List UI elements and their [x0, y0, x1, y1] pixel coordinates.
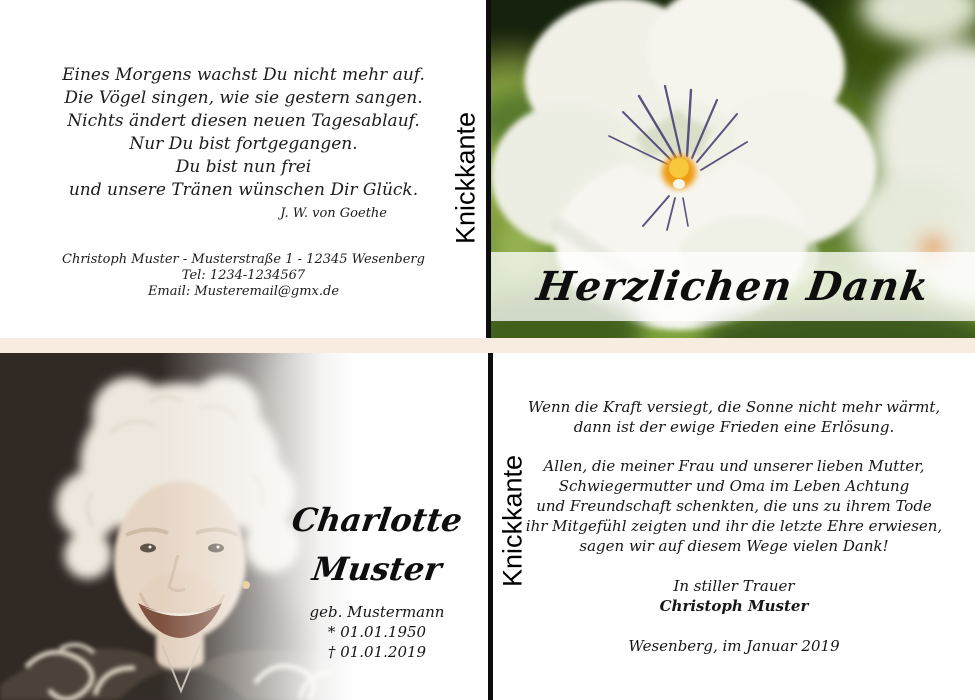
poem-line: Nichts ändert diesen neuen Tagesablauf.: [67, 111, 420, 131]
verse-line: dann ist der ewige Frieden eine Erlösung.: [573, 418, 895, 436]
deceased-first-name: Charlotte: [289, 501, 465, 539]
memorial-poem: [0, 64, 487, 223]
poem-line: und unsere Tränen wünschen Dir Glück.: [68, 180, 419, 200]
place-date: Wesenberg, im Januar 2019: [628, 637, 840, 655]
verse-block: [493, 397, 975, 437]
closing-block: [493, 576, 975, 616]
poem-line: Eines Morgens wachst Du nicht mehr auf.: [62, 65, 425, 85]
deceased-name-block: [270, 496, 484, 662]
birth-date: * 01.01.1950: [327, 623, 427, 641]
thanks-line: ihr Mitgefühl zeigten und ihr die letzte Ehre erwiesen,: [525, 517, 943, 535]
poem-line: Nur Du bist fortgegangen.: [129, 134, 358, 154]
fold-band-horizontal: [0, 338, 975, 353]
fold-label-top: Knickkante: [450, 111, 481, 245]
thanks-line: Allen, die meiner Frau und unserer lieben Mutter,: [543, 457, 925, 475]
thanks-line: Schwiegermutter und Oma im Leben Achtung: [558, 477, 910, 495]
panel-back: [0, 0, 487, 338]
panel-inner-left: [0, 353, 487, 700]
thanks-line: sagen wir auf diesem Wege vielen Dank!: [579, 537, 889, 555]
death-date: † 01.01.2019: [327, 643, 427, 661]
fold-label-bottom: Knickkante: [497, 454, 528, 588]
fold-line-top: [486, 0, 491, 338]
deceased-details: [270, 602, 484, 662]
verse-line: Wenn die Kraft versiegt, die Sonne nicht mehr wärmt,: [527, 398, 941, 416]
poem-line: Die Vögel singen, wie sie gestern sangen.: [64, 88, 423, 108]
poem-author: J. W. von Goethe: [280, 206, 387, 221]
contact-phone: Tel: 1234-1234567: [181, 268, 306, 283]
title-band: [491, 252, 975, 321]
maiden-name: geb. Mustermann: [309, 603, 445, 621]
card-title: Herzlichen Dank: [533, 263, 933, 310]
panel-front: [491, 0, 975, 338]
contact-block: [0, 252, 487, 300]
deceased-last-name: Muster: [310, 550, 445, 588]
signature: Christoph Muster: [659, 597, 809, 615]
closing-line: In stiller Trauer: [673, 577, 795, 595]
thanks-line: und Freundschaft schenkten, die uns zu ihrem Tode: [536, 497, 932, 515]
contact-email: Email: Musteremail@gmx.de: [147, 284, 340, 299]
contact-address: Christoph Muster - Musterstraße 1 - 12345 Wesenberg: [62, 252, 425, 267]
panel-inner-right: [493, 353, 975, 700]
thanks-block: [493, 456, 975, 556]
poem-line: Du bist nun frei: [175, 157, 312, 177]
